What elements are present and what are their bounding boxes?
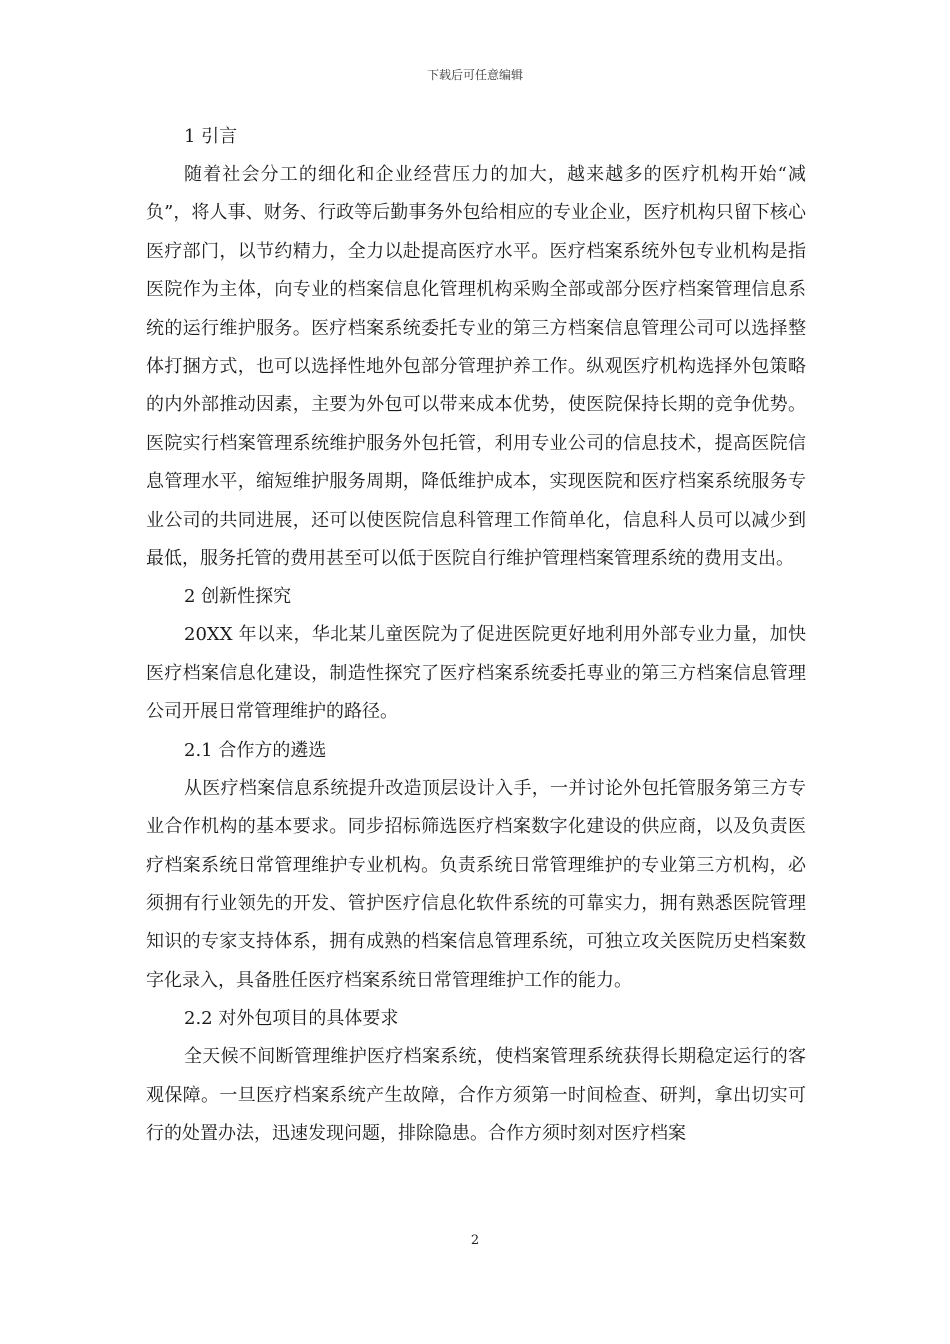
page-header-note: 下载后可任意编辑 [426, 68, 523, 82]
paragraph-outsourcing-requirements: 全天候不间断管理维护医疗档案系统，使档案管理系统获得长期稳定运行的客观保障。一旦医疗档案系统产生故障，合作方须第一时间检查、研判，拿出切实可行的处置办法，迅速发现问题，排除隐患。合作方须时刻对医疗档案 [146, 1046, 806, 1144]
section-heading-partner-selection: 2.1 合作方的遴选 [184, 739, 327, 761]
section-heading-innovation: 2 创新性探究 [184, 586, 292, 608]
document-body [146, 118, 806, 1153]
section-heading-outsourcing-requirements: 2.2 对外包项目的具体要求 [184, 1008, 399, 1030]
paragraph-partner-selection: 从医疗档案信息系统提升改造顶层设计入手，一并讨论外包托管服务第三方专业合作机构的基本要求。同步招标筛选医疗档案数字化建设的供应商，以及负责医疗档案系统日常管理维护专业机构。负责系统日常管理维护的专业第三方机构，必须拥有行业领先的开发、管护医疗信息化软件系统的可靠实力，拥有熟悉医院管理知识的专家支持体系，拥有成熟的档案信息管理系统，可独立攻关医院历史档案数字化录入，具备胜任医疗档案系统日常管理维护工作的能力。 [146, 777, 806, 991]
section-heading-introduction: 1 引言 [184, 126, 238, 147]
paragraph-innovation: 20XX 年以来，华北某儿童医院为了促进医院更好地利用外部专业力量，加快医疗档案信息化建设，制造性探究了医疗档案系统委托専业的第三方档案信息管理公司开展日常管理维护的路径。 [146, 624, 806, 723]
page-number: 2 [470, 1233, 480, 1248]
paragraph-introduction: 随着社会分工的细化和企业经营压力的加大，越来越多的医疗机构开始“减负”，将人事、财务、行政等后勤事务外包给相应的专业企业，医疗机构只留下核心医疗部门，以节约精力，全力以赴提高医疗水平。医疗档案系统外包专业机构是指医院作为主体，向专业的档案信息化管理机构采购全部或部分医疗档案管理信息系统的运行维护服务。医疗档案系统委托专业的第三方档案信息管理公司可以选择整体打捆方式，也可以选择性地外包部分管理护养工作。纵观医疗机构选择外包策略的内外部推动因素，主要为外包可以带来成本优势，使医院保持长期的竞争优势。医院实行档案管理系统维护服务外包托管，利用专业公司的信息技术，提高医院信息管理水平，缩短维护服务周期，降低维护成本，实现医院和医疗档案系统服务专业公司的共同进展，还可以使医院信息科管理工作简单化，信息科人员可以减少到最低，服务托管的费用甚至可以低于医院自行维护管理档案管理系统的费用支出。 [146, 164, 806, 570]
